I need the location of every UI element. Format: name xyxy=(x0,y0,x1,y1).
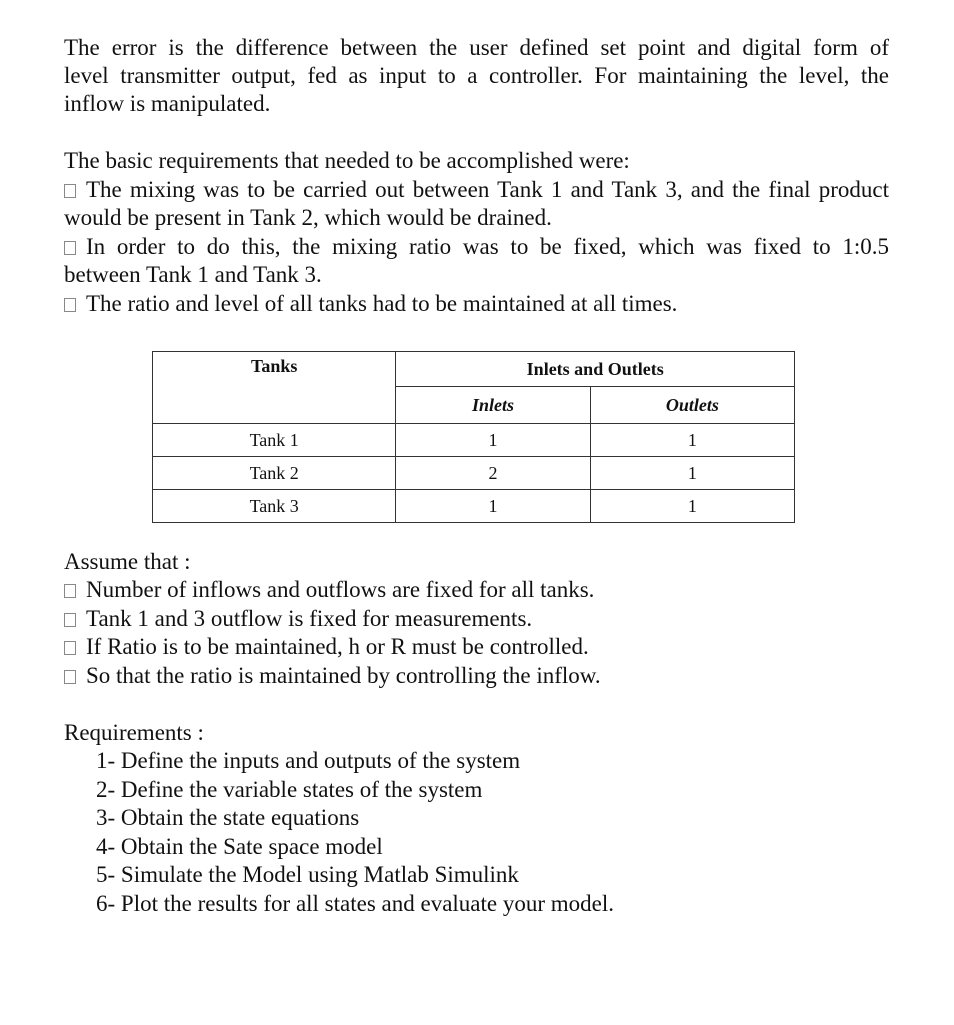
table-cell-outlets: 1 xyxy=(590,457,794,490)
table-cell-inlets: 2 xyxy=(396,457,590,490)
table-cell-outlets: 1 xyxy=(590,424,794,457)
table-cell-inlets: 1 xyxy=(396,424,590,457)
table-subheader-inlets: Inlets xyxy=(396,387,590,424)
table-cell-outlets: 1 xyxy=(590,490,794,523)
table-row xyxy=(153,424,795,457)
assume-item-text: So that the ratio is maintained by controlling the inflow. xyxy=(86,663,601,688)
basic-bullet-2-text: In order to do this, the mixing ratio was to be fixed, which was fixed to 1:0.5 xyxy=(86,234,889,259)
basic-bullet-3-line-1 xyxy=(64,290,677,319)
requirement-item: 1- Define the inputs and outputs of the system xyxy=(96,748,521,773)
requirement-item: 4- Obtain the Sate space model xyxy=(96,834,383,859)
table-subheader-outlets: Outlets xyxy=(590,387,794,424)
checkbox-icon xyxy=(64,670,76,684)
table-header-inlets-outlets: Inlets and Outlets xyxy=(396,352,795,387)
checkbox-icon xyxy=(64,641,76,655)
assume-item xyxy=(64,662,601,691)
table-cell-inlets: 1 xyxy=(396,490,590,523)
requirement-item: 5- Simulate the Model using Matlab Simulink xyxy=(96,862,519,887)
requirement-item: 3- Obtain the state equations xyxy=(96,805,360,830)
intro-line-3: inflow is manipulated. xyxy=(64,91,271,116)
requirement-item: 6- Plot the results for all states and evaluate your model. xyxy=(96,891,615,916)
basic-bullet-2-line-2: between Tank 1 and Tank 3. xyxy=(64,262,322,287)
basic-bullet-2-line-1 xyxy=(64,233,889,262)
table-cell-tank: Tank 2 xyxy=(153,457,396,490)
requirements-heading: Requirements : xyxy=(64,720,204,745)
requirement-item: 2- Define the variable states of the system xyxy=(96,777,483,802)
basic-bullet-1-text: The mixing was to be carried out between Tank 1 and Tank 3, and the final product xyxy=(86,177,889,202)
basic-bullet-1-line-1 xyxy=(64,176,889,205)
table-row xyxy=(153,490,795,523)
assume-item-text: If Ratio is to be maintained, h or R must be controlled. xyxy=(86,634,589,659)
basic-bullet-3-text: The ratio and level of all tanks had to be maintained at all times. xyxy=(86,291,678,316)
assume-item xyxy=(64,605,532,634)
checkbox-icon xyxy=(64,584,76,598)
checkbox-icon xyxy=(64,241,76,255)
intro-line-2: level transmitter output, fed as input to a controller. For maintaining the level, the xyxy=(64,63,889,88)
table-cell-tank: Tank 1 xyxy=(153,424,396,457)
checkbox-icon xyxy=(64,613,76,627)
basic-bullet-1-line-2: would be present in Tank 2, which would be drained. xyxy=(64,205,552,230)
checkbox-icon xyxy=(64,298,76,312)
table-row xyxy=(153,457,795,490)
assume-item xyxy=(64,576,594,605)
checkbox-icon xyxy=(64,184,76,198)
intro-line-1: The error is the difference between the user defined set point and digital form of xyxy=(64,35,889,60)
assume-item xyxy=(64,633,589,662)
table-header-tanks: Tanks xyxy=(153,352,396,424)
basic-requirements-heading: The basic requirements that needed to be accomplished were: xyxy=(64,148,630,173)
table-cell-tank: Tank 3 xyxy=(153,490,396,523)
tanks-table xyxy=(152,351,795,523)
assume-item-text: Number of inflows and outflows are fixed for all tanks. xyxy=(86,577,595,602)
assume-heading: Assume that : xyxy=(64,549,191,574)
assume-item-text: Tank 1 and 3 outflow is fixed for measurements. xyxy=(86,606,533,631)
